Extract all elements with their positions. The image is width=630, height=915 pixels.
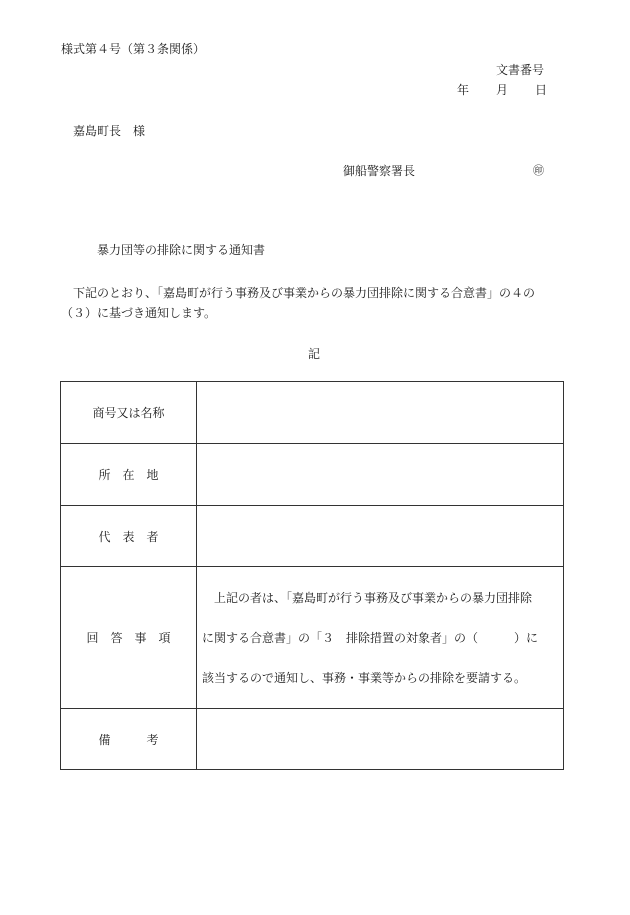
reply-line-3: 該当するので通知し、事務・事業等からの排除を要請する。 xyxy=(202,670,527,685)
sender-title: 御船警察署長 xyxy=(343,164,416,178)
document-number-label: 文書番号 xyxy=(496,63,545,77)
document-title: 暴力団等の排除に関する通知書 xyxy=(97,243,266,257)
value-address[interactable] xyxy=(197,444,564,506)
table-row xyxy=(61,382,564,444)
value-company-name[interactable] xyxy=(197,382,564,444)
body-text-line-1: 下記のとおり、「嘉島町が行う事務及び事業からの暴力団排除に関する合意書」の４の xyxy=(73,286,536,300)
label-representative: 代 表 者 xyxy=(61,506,197,567)
table-row xyxy=(61,444,564,506)
value-remarks[interactable] xyxy=(197,709,564,770)
date-month-label: 月 xyxy=(496,83,509,97)
value-reply-matters xyxy=(197,567,564,709)
addressee: 嘉島町長 様 xyxy=(73,124,146,138)
ki-heading: 記 xyxy=(308,347,321,361)
date-year-label: 年 xyxy=(457,83,470,97)
label-address: 所 在 地 xyxy=(61,444,197,506)
reply-line-1: 上記の者は、「嘉島町が行う事務及び事業からの暴力団排除 xyxy=(214,590,533,605)
form-label: 様式第４号（第３条関係） xyxy=(61,42,206,56)
date-day-label: 日 xyxy=(535,83,548,97)
body-text-line-2: （３）に基づき通知します。 xyxy=(61,306,217,320)
notification-table xyxy=(60,381,564,770)
label-company-name: 商号又は名称 xyxy=(61,382,197,444)
label-reply-matters: 回 答 事 項 xyxy=(61,567,197,709)
value-representative[interactable] xyxy=(197,506,564,567)
table-row xyxy=(61,709,564,770)
reply-line-2: に関する合意書」の「３ 排除措置の対象者」の（ ）に xyxy=(202,630,539,645)
table-row xyxy=(61,506,564,567)
label-remarks: 備 考 xyxy=(61,709,197,770)
seal-mark: ㊞ xyxy=(533,164,544,177)
table-row xyxy=(61,567,564,709)
